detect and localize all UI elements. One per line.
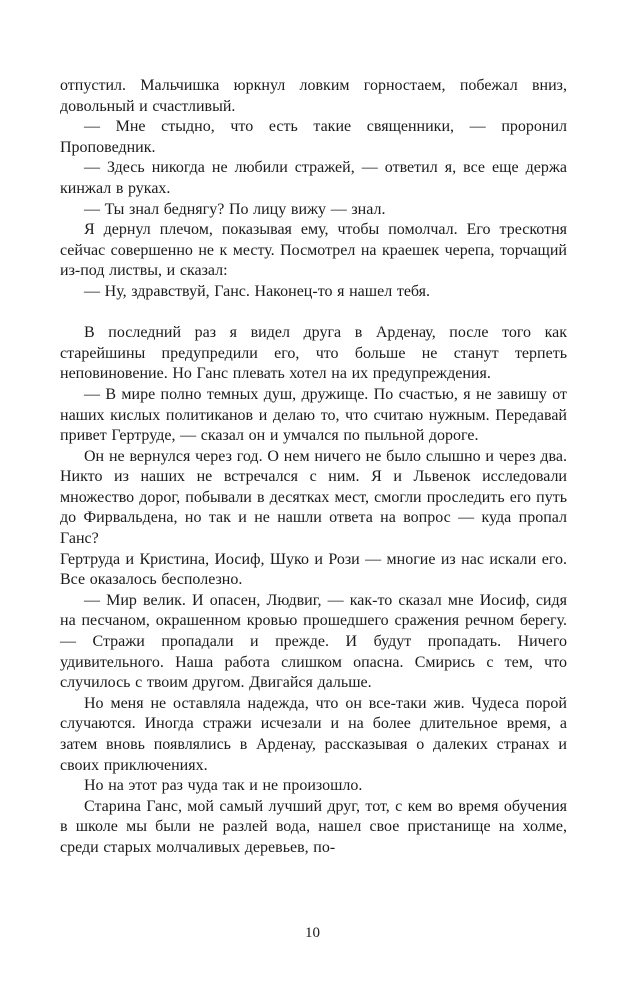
paragraph: — Мне стыдно, что есть такие священники, — проронил Проповедник. xyxy=(60,118,567,156)
page-number: 10 xyxy=(305,925,320,941)
paragraph: — В мире полно темных душ, дружище. По счастью, я не завишу от наших кислых политиканов и делаю то, что считаю нужным. Передавай привет Гертруде, — сказал он и умчался по пыльной дороге. xyxy=(60,385,567,445)
paragraph: Но меня не оставляла надежда, что он все-таки жив. Чудеса порой случаются. Иногда стражи исчезали и на более длительное время, а затем вновь появлялись в Арденау, рассказывая о далеких странах и своих приключениях. xyxy=(60,694,567,774)
paragraph: — Ты знал беднягу? По лицу вижу — знал. xyxy=(84,200,386,218)
paragraph: В последний раз я видел друга в Арденау, после того как старейшины предупредили его, что больше не станут терпеть неповиновение. Но Ганс плевать хотел на их предупреждения. xyxy=(60,324,567,383)
paragraph: — Здесь никогда не любили стражей, — ответил я, все еще держа кинжал в руках. xyxy=(60,159,567,197)
page-text xyxy=(60,76,567,859)
paragraph: Но на этот раз чуда так и не произошло. xyxy=(84,777,363,795)
paragraph: отпустил. Мальчишка юркнул ловким горностаем, побежал вниз, довольный и счастливый. xyxy=(60,77,567,115)
paragraph: Я дернул плечом, показывая ему, чтобы помолчал. Его трескотня сейчас совершенно не к месту. Посмотрел на краешек черепа, торчащий из-под листвы, и сказал: xyxy=(60,221,567,280)
paragraph: Он не вернулся через год. О нем ничего не было слышно и через два. Никто из наших не встречался с ним. Я и Львенок исследовали множество дорог, побывали в десятках мест, смогли проследить его путь до Фирвальдена, но так и не нашли ответа на вопрос — куда пропал Ганс? xyxy=(60,447,567,548)
paragraph: Старина Ганс, мой самый лучший друг, тот, с кем во время обучения в школе мы были не разлей вода, нашел свое пристанище на холме, среди старых молчаливых деревьев, по- xyxy=(60,797,567,856)
paragraph: — Ну, здравствуй, Ганс. Наконец-то я нашел тебя. xyxy=(84,282,431,300)
paragraph: — Мир велик. И опасен, Людвиг, — как-то сказал мне Иосиф, сидя на песчаном, окрашенном кровью прошедшего сражения речном берегу. — Стражи пропадали и прежде. И будут пропадать. Ничего удивительного. Наша работа слишком опасна. Смирись с тем, что случилось с твоим другом. Двигайся дальше. xyxy=(60,591,567,692)
paragraph: Гертруда и Кристина, Иосиф, Шуко и Рози — многие из нас искали его. Все оказалось бесполезно. xyxy=(60,550,567,589)
